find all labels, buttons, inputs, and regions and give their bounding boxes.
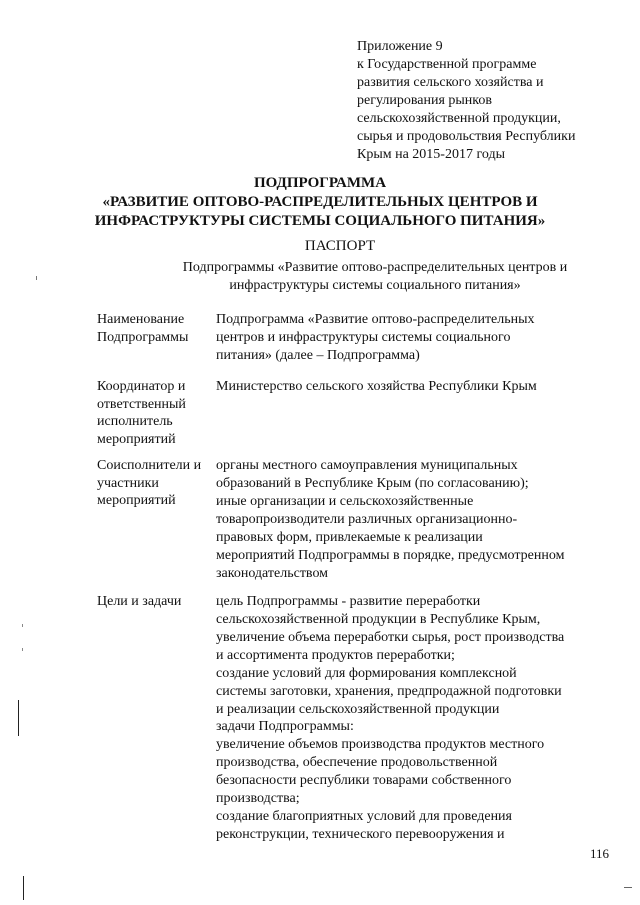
page-number: 116 bbox=[590, 846, 610, 861]
value-line: создание условий для формирования комплексной bbox=[216, 666, 517, 681]
value-line: безопасности республики товарами собственного bbox=[216, 773, 512, 788]
scan-artifact bbox=[624, 887, 632, 888]
value-line: сельскохозяйственной продукции в Республике Крым, bbox=[216, 612, 541, 627]
value-line: создание благоприятных условий для проведения bbox=[216, 809, 512, 824]
passport-subtitle-line: инфраструктуры системы социального питания» bbox=[229, 278, 521, 293]
label-line: ответственный bbox=[97, 396, 186, 412]
scan-artifact bbox=[22, 648, 23, 651]
label-line: Наименование bbox=[97, 312, 185, 327]
scan-artifact bbox=[22, 624, 23, 627]
annex-line: сырья и продовольствия Республики bbox=[357, 129, 576, 144]
annex-line: сельскохозяйственной продукции, bbox=[357, 111, 561, 126]
value-line: образований в Республике Крым (по согласованию); bbox=[216, 476, 529, 491]
scan-artifact bbox=[18, 700, 19, 736]
scan-artifact bbox=[23, 876, 24, 900]
label-line: Соисполнители и bbox=[97, 458, 202, 473]
annex-line: к Государственной программе bbox=[357, 57, 537, 72]
subprogram-title bbox=[0, 174, 640, 231]
value-line: увеличение объемов производства продуктов местного bbox=[216, 737, 545, 752]
label-line: исполнитель bbox=[97, 414, 173, 429]
row-label-coordinator bbox=[97, 378, 186, 448]
value-line: товаропроизводители различных организационно- bbox=[216, 512, 518, 527]
passport-heading: ПАСПОРТ bbox=[304, 238, 376, 254]
value-line: мероприятий Подпрограммы в порядке, предусмотренном bbox=[216, 548, 565, 563]
passport-subtitle bbox=[140, 259, 610, 295]
label-line: мероприятий bbox=[97, 493, 176, 508]
value-line: увеличение объема переработки сырья, рост производства bbox=[216, 630, 565, 645]
value-line: и ассортимента продуктов переработки; bbox=[216, 648, 455, 663]
title-line: «РАЗВИТИЕ ОПТОВО-РАСПРЕДЕЛИТЕЛЬНЫХ ЦЕНТРОВ И bbox=[102, 194, 538, 210]
value-line: реконструкции, технического перевооружения и bbox=[216, 827, 505, 842]
value-line: и реализации сельскохозяйственной продукции bbox=[216, 702, 500, 717]
value-line: Министерство сельского хозяйства Республики Крым bbox=[216, 379, 537, 394]
label-line: Подпрограммы bbox=[97, 329, 189, 345]
value-line: центров и инфраструктуры системы социального bbox=[216, 330, 511, 345]
value-line: иные организации и сельскохозяйственные bbox=[216, 494, 474, 509]
value-line: законодательством bbox=[216, 566, 329, 581]
label-line: Координатор и bbox=[97, 379, 186, 394]
label-line: Цели и задачи bbox=[97, 594, 182, 609]
row-value-goals bbox=[216, 593, 564, 719]
passport-subtitle-line: Подпрограммы «Развитие оптово-распределительных центров и bbox=[182, 260, 568, 275]
annex-line: Приложение 9 bbox=[357, 39, 443, 54]
row-label-coexecutors bbox=[97, 457, 201, 510]
row-value-name bbox=[216, 311, 535, 365]
value-line: Подпрограмма «Развитие оптово-распределительных bbox=[216, 312, 535, 327]
annex-block bbox=[357, 38, 575, 164]
value-line: правовых форм, привлекаемые к реализации bbox=[216, 530, 483, 545]
row-value-coordinator bbox=[216, 378, 537, 396]
row-value-coexecutors bbox=[216, 457, 564, 583]
value-line: задачи Подпрограммы: bbox=[216, 719, 354, 734]
value-line: питания» (далее – Подпрограмма) bbox=[216, 348, 420, 363]
value-line: цель Подпрограммы - развитие переработки bbox=[216, 594, 481, 609]
value-line: производства; bbox=[216, 791, 300, 806]
title-line: ИНФРАСТРУКТУРЫ СИСТЕМЫ СОЦИАЛЬНОГО ПИТАНИЯ» bbox=[94, 213, 546, 229]
value-line: системы заготовки, хранения, предпродажной подготовки bbox=[216, 684, 562, 699]
title-line: ПОДПРОГРАММА bbox=[253, 175, 387, 191]
row-value-tasks bbox=[216, 718, 544, 844]
value-line: производства, обеспечение продовольственной bbox=[216, 755, 498, 770]
annex-line: регулирования рынков bbox=[357, 93, 492, 108]
scan-artifact bbox=[36, 276, 37, 280]
annex-line: Крым на 2015-2017 годы bbox=[357, 147, 505, 162]
row-label-name bbox=[97, 311, 188, 346]
row-label-goals bbox=[97, 593, 181, 611]
label-line: участники bbox=[97, 475, 159, 491]
label-line: мероприятий bbox=[97, 431, 176, 447]
value-line: органы местного самоуправления муниципальных bbox=[216, 458, 518, 473]
annex-line: развития сельского хозяйства и bbox=[357, 75, 544, 90]
